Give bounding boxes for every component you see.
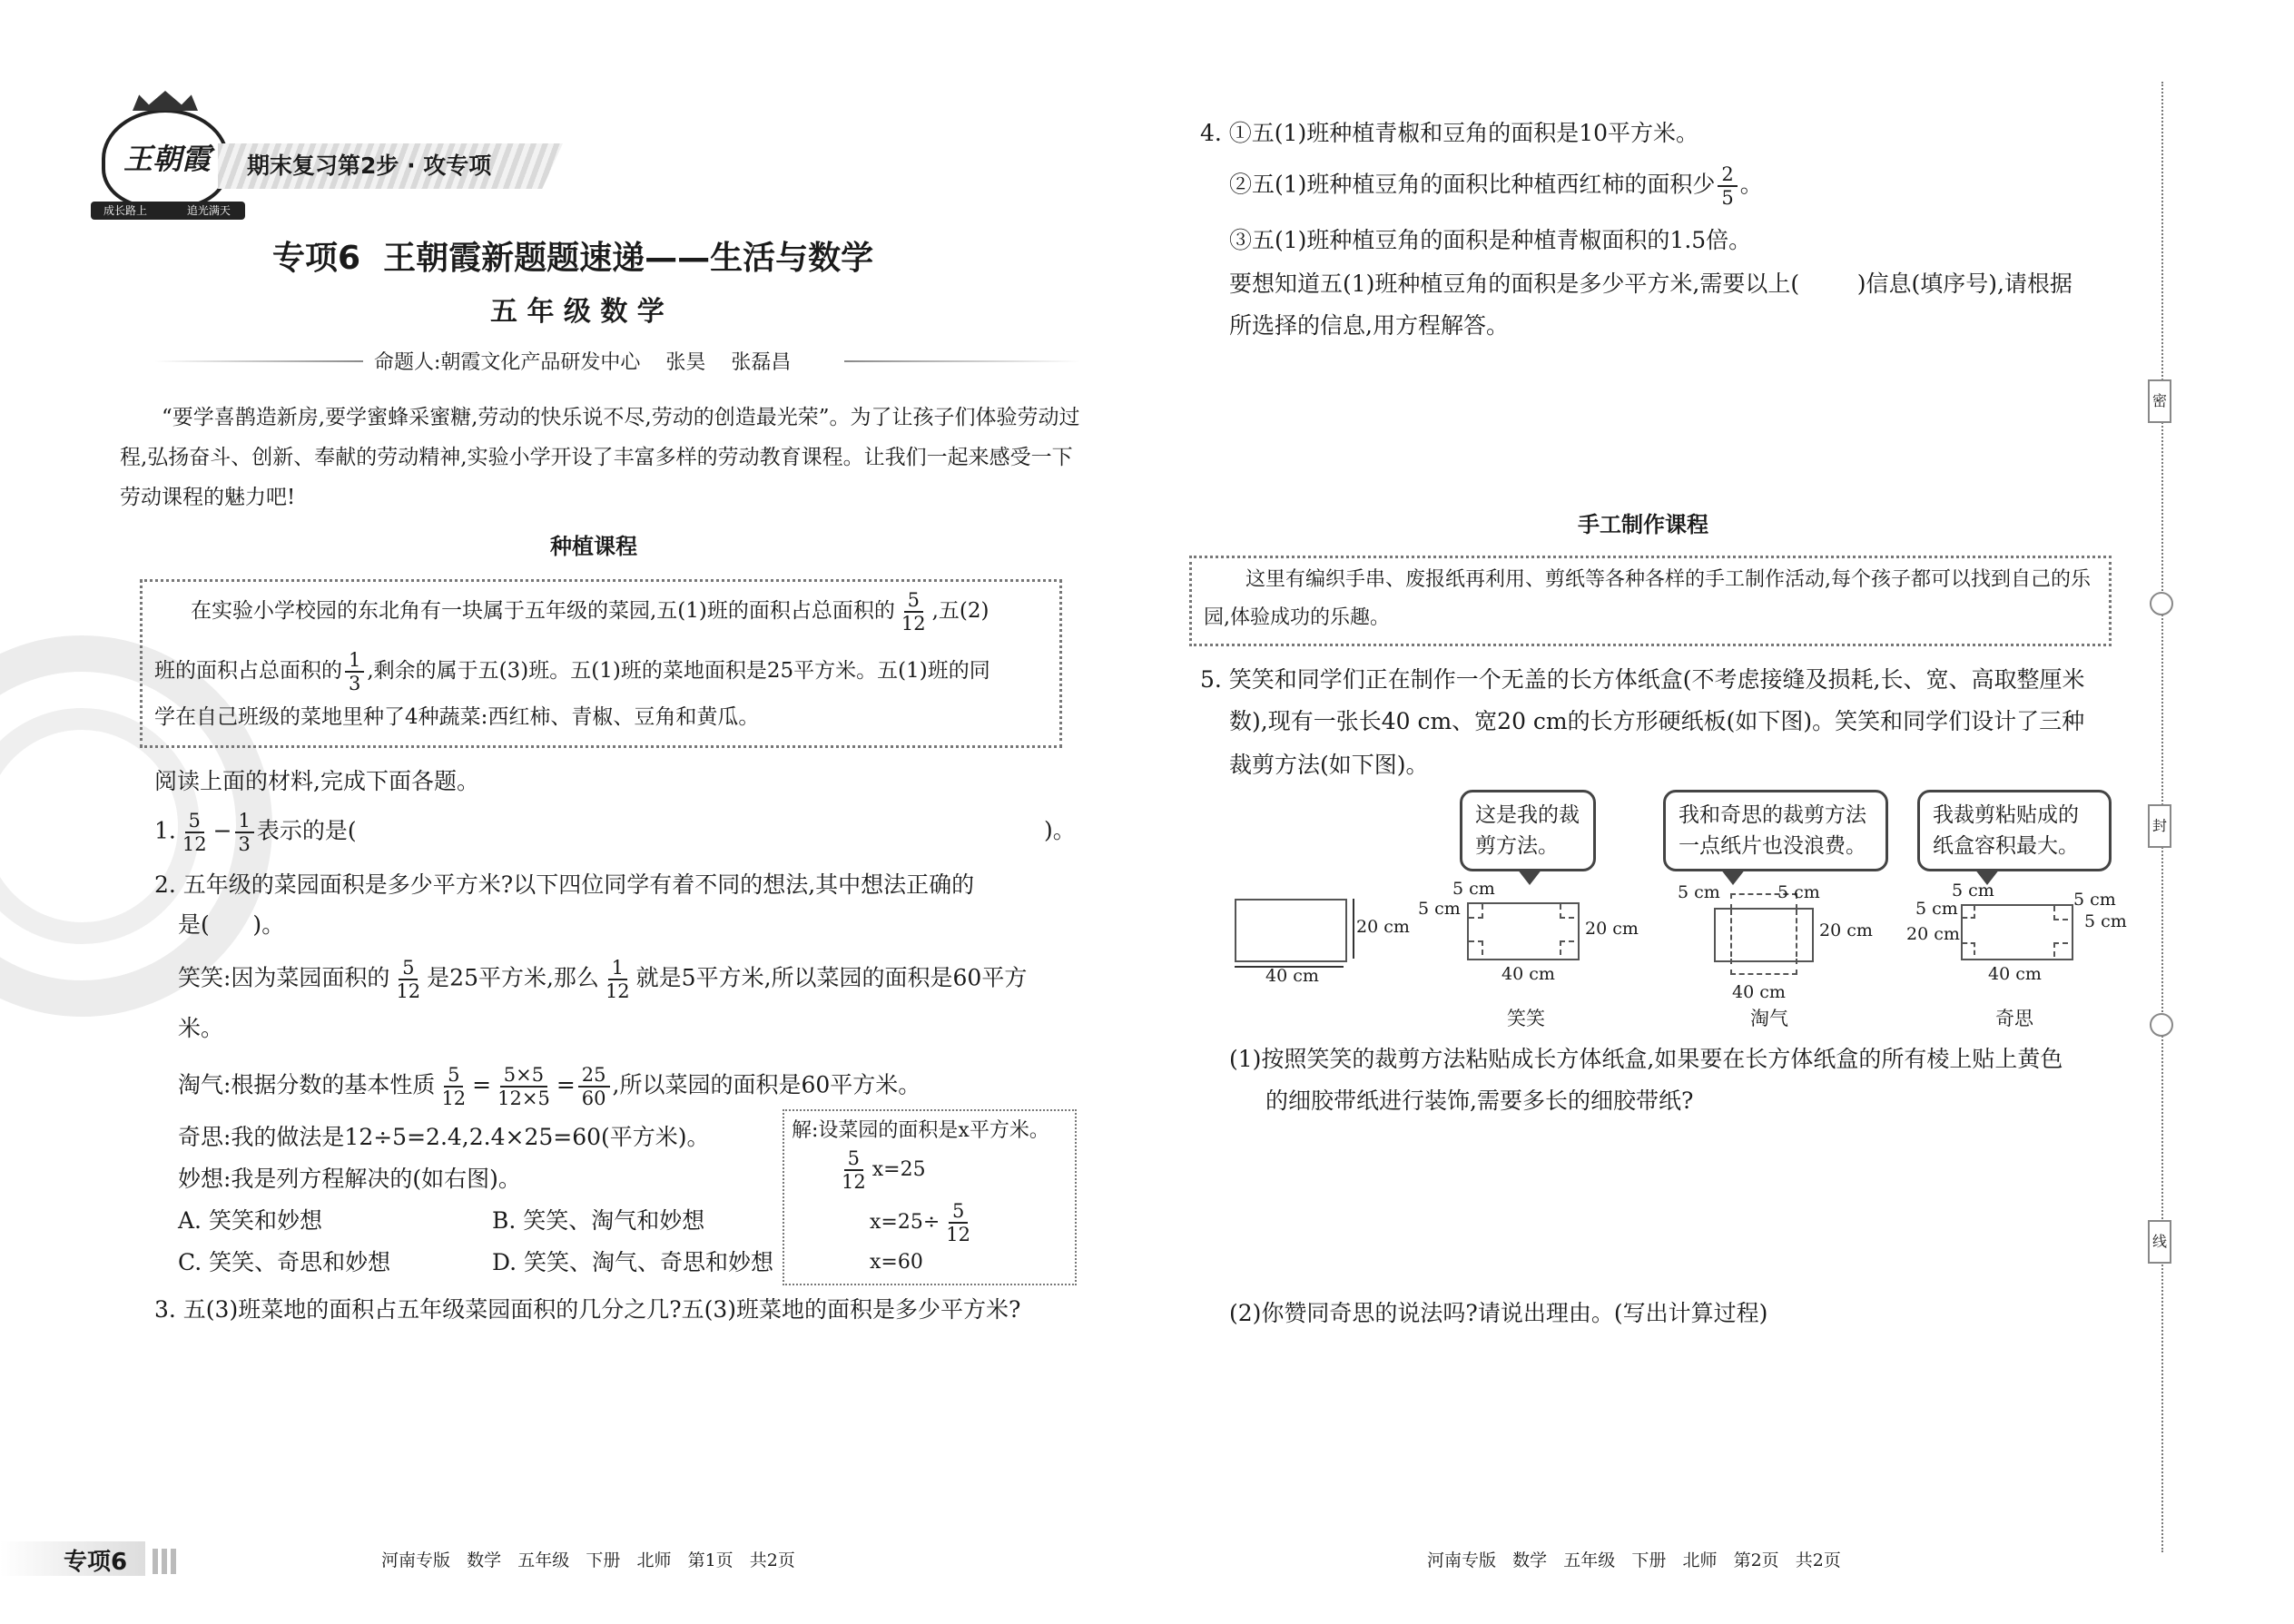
banner-text: 期末复习第2步 · 攻专项 bbox=[247, 153, 492, 179]
xiaoxiao-idea: 笑笑:因为菜园面积的 $\frac{5}{12}$ 是25平方米,那么 $\frac{1}{12}$ 就是5平方米,所以菜园的面积是60平方 bbox=[178, 957, 1028, 1002]
question-4-info-1: 4. ①五(1)班种植青椒和豆角的面积是10平方米。 bbox=[1200, 120, 1699, 146]
section-heading-handcraft: 手工制作课程 bbox=[1578, 512, 1708, 537]
read-prompt: 阅读上面的材料,完成下面各题。 bbox=[154, 768, 479, 794]
solution-eq1: $\frac{5}{12}$ x=25 bbox=[835, 1147, 926, 1193]
dim-label: 20 cm bbox=[1906, 924, 1960, 944]
dim-label: 5 cm bbox=[2084, 911, 2127, 931]
cut-flap bbox=[1730, 959, 1797, 975]
author-rule-right bbox=[844, 360, 1080, 362]
question-5-sub-2: (2)你赞同奇思的说法吗?请说出理由。(写出计算过程) bbox=[1229, 1300, 1768, 1326]
dim-label: 5 cm bbox=[1452, 879, 1495, 899]
fraction: $\frac{5}{12}$ bbox=[901, 589, 926, 635]
question-4-info-2: ②五(1)班种植豆角的面积比种植西红柿的面积少 $\frac{2}{5}$ 。 bbox=[1229, 163, 1763, 209]
option-b: B. 笑笑、淘气和妙想 bbox=[492, 1207, 705, 1234]
page-title: 专项6 王朝霞新题题速递——生活与数学 bbox=[272, 240, 874, 277]
solution-eq3: x=60 bbox=[870, 1251, 923, 1274]
material-text: 在实验小学校园的东北角有一块属于五年级的菜园,五(1)班的面积占总面积的 bbox=[191, 599, 895, 623]
material-text: 班的面积占总面积的 bbox=[154, 659, 342, 683]
logo-sub-right: 追光满天 bbox=[186, 204, 231, 217]
cut-corner bbox=[1560, 940, 1574, 955]
option-a: A. 笑笑和妙想 bbox=[178, 1207, 322, 1234]
speech-bubble-taoqi: 我和奇思的裁剪方法一点纸片也没浪费。 bbox=[1663, 790, 1888, 871]
option-c: C. 笑笑、奇思和妙想 bbox=[178, 1249, 391, 1275]
question-5-stem-2: 数),现有一张长40 cm、宽20 cm的长方形硬纸板(如下图)。笑笑和同学们设计了三种 bbox=[1229, 708, 2085, 734]
page-subtitle: 五 年 级 数 学 bbox=[490, 296, 665, 328]
question-2-stem-b: 是( )。 bbox=[178, 911, 285, 938]
dim-label: 20 cm bbox=[1585, 919, 1639, 939]
dim-label: 5 cm bbox=[2073, 890, 2116, 910]
fraction: $\frac{2}{5}$ bbox=[1718, 163, 1737, 209]
dim-label: 20 cm bbox=[1819, 920, 1873, 940]
cut-corner bbox=[1963, 906, 1975, 919]
footer-tag: 专项6 bbox=[64, 1549, 128, 1576]
fraction: $\frac{25}{60}$ bbox=[578, 1064, 610, 1109]
fraction: $\frac{5}{12}$ bbox=[842, 1147, 866, 1193]
question-4-stem-b: 所选择的信息,用方程解答。 bbox=[1229, 312, 1509, 339]
logo-text: 王朝霞 bbox=[123, 142, 211, 176]
dim-label: 20 cm bbox=[1356, 917, 1410, 937]
student-name-qisi: 奇思 bbox=[1995, 1008, 2033, 1029]
logo-ribbon bbox=[91, 202, 245, 220]
author-rule-left bbox=[154, 360, 363, 362]
student-name-taoqi: 淘气 bbox=[1750, 1008, 1788, 1029]
student-name-xiaoxiao: 笑笑 bbox=[1507, 1008, 1545, 1029]
binding-circle-icon bbox=[2150, 1013, 2173, 1037]
fraction: $\frac{5\times 5}{12\times 5}$ bbox=[497, 1064, 550, 1109]
material-line2 bbox=[154, 648, 990, 694]
binding-marker: 封 bbox=[2148, 804, 2171, 848]
dim-label: 40 cm bbox=[1988, 964, 2042, 984]
dim-label: 5 cm bbox=[1952, 881, 1994, 901]
intro-paragraph: “要学喜鹊造新房,要学蜜蜂采蜜糖,劳动的快乐说不尽,劳动的创造最光荣”。为了让孩子们体验劳动过程,弘扬奋斗、创新、奉献的劳动精神,实验小学开设了丰富多样的劳动教育课程。让我们一起来感受一下劳动课程的魅力吧! bbox=[120, 406, 1080, 509]
cut-corner bbox=[1469, 940, 1483, 955]
dim-label: 5 cm bbox=[1678, 882, 1720, 902]
speech-bubble-qisi: 我裁剪粘贴成的纸盒容积最大。 bbox=[1917, 790, 2112, 871]
logo-sub-left: 成长路上 bbox=[103, 204, 148, 217]
question-5-stem-3: 裁剪方法(如下图)。 bbox=[1229, 752, 1429, 778]
question-1: 1. $\frac{5}{12}$ − $\frac{1}{3}$ 表示的是( bbox=[154, 810, 357, 855]
fraction: $\frac{1}{3}$ bbox=[345, 649, 364, 694]
question-5-sub-1: (1)按照笑笑的裁剪方法粘贴成长方体纸盒,如果要在长方体纸盒的所有棱上贴上黄色 bbox=[1229, 1046, 2063, 1072]
author-line: 命题人:朝霞文化产品研发中心 张昊 张磊昌 bbox=[374, 351, 792, 374]
fraction: $\frac{5}{12}$ bbox=[396, 957, 421, 1002]
cut-corner bbox=[1560, 904, 1574, 919]
brand-logo bbox=[102, 109, 229, 209]
question-4-info-3: ③五(1)班种植豆角的面积是种植青椒面积的1.5倍。 bbox=[1229, 227, 1752, 253]
question-5-stem-1: 5. 笑笑和同学们正在制作一个无盖的长方体纸盒(不考虑接缝及损耗,长、宽、高取整厘米 bbox=[1200, 666, 2085, 693]
fraction: $\frac{5}{12}$ bbox=[441, 1064, 467, 1109]
material-line3: 学在自己班级的菜地里种了4种蔬菜:西红柿、青椒、豆角和黄瓜。 bbox=[154, 705, 760, 729]
cut-corner bbox=[2053, 942, 2068, 957]
footer-right: 河南专版 数学 五年级 下册 北师 第2页 共2页 bbox=[1427, 1550, 1841, 1570]
question-5-sub-1b: 的细胶带纸进行装饰,需要多长的细胶带纸? bbox=[1265, 1088, 1694, 1114]
cardboard-rectangle bbox=[1235, 899, 1347, 962]
qisi-idea: 奇思:我的做法是12÷5=2.4,2.4×25=60(平方米)。 bbox=[178, 1124, 710, 1150]
fraction: $\frac{5}{12}$ bbox=[182, 810, 207, 855]
question-2-stem: 2. 五年级的菜园面积是多少平方米?以下四位同学有着不同的想法,其中想法正确的 bbox=[154, 871, 975, 898]
question-3: 3. 五(3)班菜地的面积占五年级菜园面积的几分之几?五(3)班菜地的面积是多少平方米? bbox=[154, 1296, 1021, 1323]
footer-dots bbox=[153, 1549, 180, 1574]
fraction: $\frac{1}{3}$ bbox=[235, 810, 254, 855]
material-text: ,剩余的属于五(3)班。五(1)班的菜地面积是25平方米。五(1)班的同 bbox=[367, 659, 990, 683]
dim-label: 5 cm bbox=[1777, 882, 1820, 902]
binding-marker: 密 bbox=[2148, 379, 2171, 423]
taoqi-idea: 淘气:根据分数的基本性质 $\frac{5}{12}$ = $\frac{5\times 5}{12\times 5}$ = $\frac{25}{60}$ ,所以菜园的面积是60平方米。 bbox=[178, 1064, 921, 1109]
footer-left: 河南专版 数学 五年级 下册 北师 第1页 共2页 bbox=[381, 1550, 795, 1570]
speech-bubble-xiaoxiao: 这是我的裁剪方法。 bbox=[1460, 790, 1596, 871]
section-heading-planting: 种植课程 bbox=[550, 534, 637, 559]
binding-marker: 线 bbox=[2148, 1220, 2171, 1264]
binding-circle-icon bbox=[2150, 592, 2173, 615]
material-line1 bbox=[191, 588, 989, 635]
dim-label: 5 cm bbox=[1418, 899, 1461, 919]
fraction: $\frac{5}{12}$ bbox=[946, 1200, 971, 1245]
solution-eq2: x=25÷ $\frac{5}{12}$ bbox=[870, 1200, 977, 1245]
dim-label: 40 cm bbox=[1732, 982, 1786, 1002]
cut-corner bbox=[2053, 906, 2068, 920]
dim-label: 5 cm bbox=[1915, 899, 1958, 919]
material-text: ,五(2) bbox=[931, 599, 989, 623]
handcraft-text: 这里有编织手串、废报纸再利用、剪纸等各种各样的手工制作活动,每个孩子都可以找到自己的乐园,体验成功的乐趣。 bbox=[1204, 568, 2091, 629]
miaoxiang-idea: 妙想:我是列方程解决的(如右图)。 bbox=[178, 1166, 521, 1192]
crown-icon bbox=[133, 91, 198, 111]
fraction: $\frac{1}{12}$ bbox=[605, 957, 630, 1002]
dim-label: 40 cm bbox=[1501, 964, 1555, 984]
cut-corner bbox=[1469, 904, 1483, 919]
xiaoxiao-idea-end: 米。 bbox=[178, 1015, 224, 1041]
cut-corner bbox=[1963, 942, 1975, 955]
question-1-blank-close: )。 bbox=[1044, 817, 1076, 843]
solution-title: 解:设菜园的面积是x平方米。 bbox=[792, 1119, 1049, 1142]
cut-line bbox=[1730, 910, 1797, 957]
option-d: D. 笑笑、淘气、奇思和妙想 bbox=[492, 1249, 774, 1275]
dim-label: 40 cm bbox=[1265, 966, 1319, 986]
question-4-stem: 要想知道五(1)班种植豆角的面积是多少平方米,需要以上( )信息(填序号),请根据 bbox=[1229, 271, 2072, 297]
